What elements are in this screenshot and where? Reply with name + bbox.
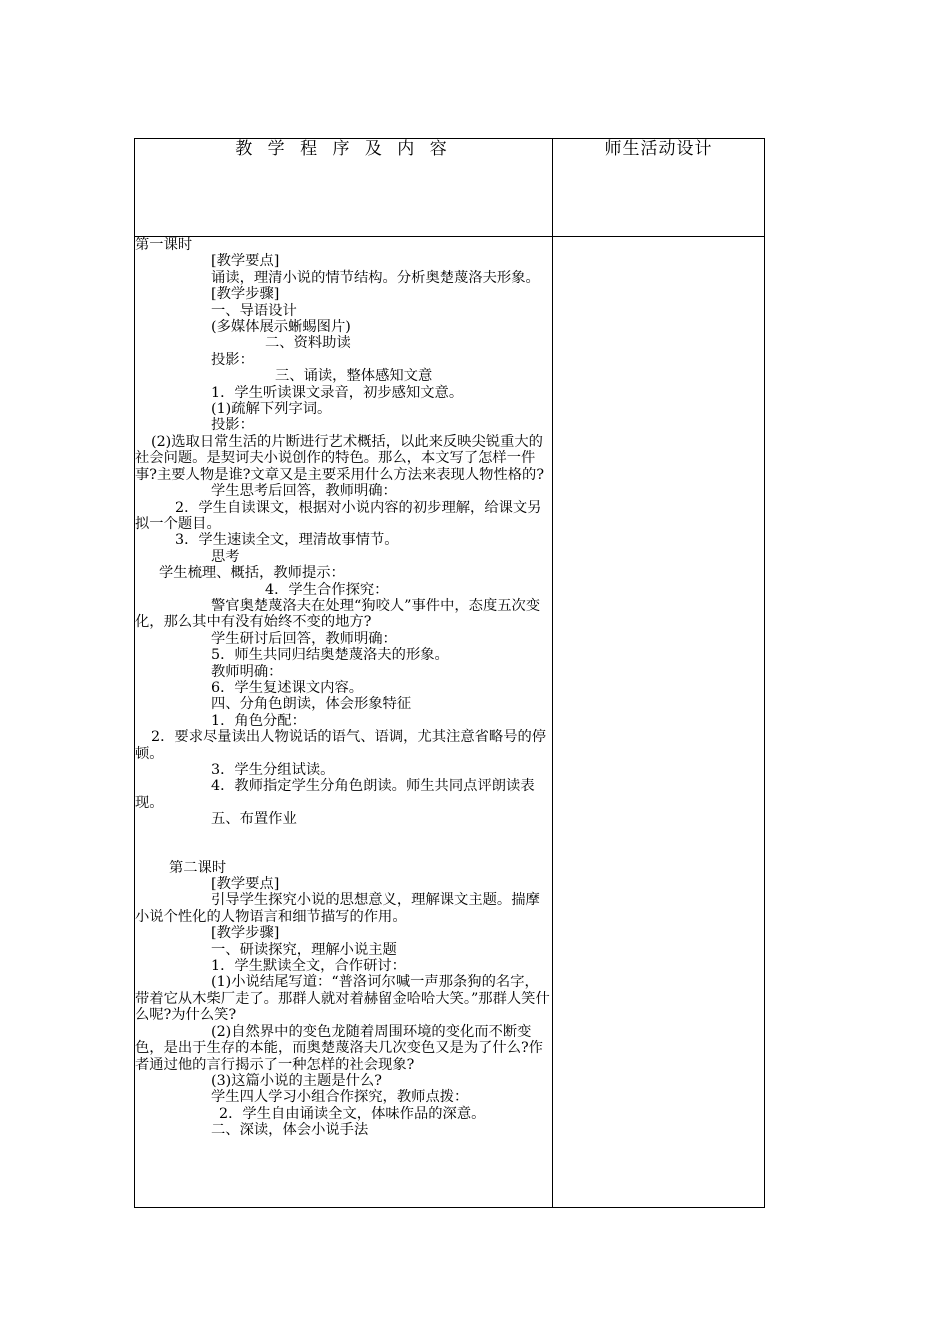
paragraph: 学生梳理、概括，教师提示： <box>159 565 345 582</box>
paragraph: 2．学生自由诵读全文，体味作品的深意。 <box>219 1105 486 1122</box>
section-heading: [教学步骤] <box>211 925 280 942</box>
spacer <box>135 828 552 860</box>
section-heading: [教学要点] <box>211 876 280 893</box>
step-heading: 一、研读探究，理解小说主题 <box>211 941 397 958</box>
paragraph: 投影： <box>211 351 254 368</box>
paragraph: (2)自然界中的变色龙随着周围环境的变化而不断变色，是出于生存的本能，而奥楚蔑洛夫几次变色又是为了什么?作者通过他的言行揭示了一种怎样的社会现象? <box>135 1023 543 1073</box>
paragraph: 1．角色分配： <box>211 712 306 729</box>
paragraph: 2．学生自读课文，根据对小说内容的初步理解，给课文另拟一个题目。 <box>135 499 542 532</box>
paragraph: 警官奥楚蔑洛夫在处理“狗咬人”事件中，态度五次变化，那么其中有没有始终不变的地方? <box>135 597 541 631</box>
header-activity-design: 师生活动设计 <box>553 139 765 237</box>
section-heading: [教学步骤] <box>211 286 280 303</box>
paragraph: 4．学生合作探究： <box>265 581 389 598</box>
paragraph: (多媒体展示蜥蜴图片) <box>211 319 351 336</box>
step-heading: 五、布置作业 <box>211 811 297 828</box>
step-heading: 四、分角色朗读，体会形象特征 <box>211 696 412 713</box>
paragraph: 5．师生共同归结奥楚蔑洛夫的形象。 <box>211 647 449 664</box>
table-header-row <box>135 139 765 237</box>
step-heading: 一、导语设计 <box>211 302 297 319</box>
step-heading: 三、诵读，整体感知文意 <box>275 368 433 385</box>
paragraph: 学生研讨后回答，教师明确： <box>211 630 397 647</box>
paragraph: 学生思考后回答，教师明确： <box>211 483 397 500</box>
lesson-title: 第二课时 <box>169 859 227 876</box>
paragraph: 学生四人学习小组合作探究，教师点拨： <box>211 1089 469 1106</box>
paragraph: 3．学生速读全文，理清故事情节。 <box>175 532 399 549</box>
paragraph: 教师明确： <box>211 663 283 680</box>
paragraph: 1．学生听读课文录音，初步感知文意。 <box>211 384 464 401</box>
paragraph: 6．学生复述课文内容。 <box>211 679 364 696</box>
paragraph: 3．学生分组试读。 <box>211 762 335 778</box>
lesson-title: 第一课时 <box>135 237 193 253</box>
lesson-plan-table <box>134 138 765 1208</box>
paragraph: (2)选取日常生活的片断进行艺术概括，以此来反映尖锐重大的社会问题。是契诃夫小说创作的特色。那么，本文写了怎样一件事?主要人物是谁?文章又是主要采用什么方法来表现人物性格的? <box>135 433 545 483</box>
paragraph: 1．学生默读全文，合作研讨： <box>211 958 406 975</box>
paragraph: 引导学生探究小说的思想意义，理解课文主题。揣摩小说个性化的人物语言和细节描写的作用。 <box>135 892 540 925</box>
paragraph: 投影： <box>211 417 254 434</box>
activity-design-cell <box>553 237 765 1208</box>
section-heading: [教学要点] <box>211 253 280 270</box>
paragraph: 思考 <box>211 548 240 565</box>
paragraph: (1)疏解下列字词。 <box>211 401 332 418</box>
paragraph: 2．要求尽量读出人物说话的语气、语调，尤其注意省略号的停顿。 <box>135 729 547 762</box>
table-body-row <box>135 237 765 1208</box>
header-teaching-procedure: 教 学 程 序 及 内 容 <box>135 139 553 237</box>
paragraph: 4．教师指定学生分角色朗读。师生共同点评朗读表现。 <box>135 778 535 811</box>
paragraph: 诵读，理清小说的情节结构。分析奥楚蔑洛夫形象。 <box>211 269 540 286</box>
step-heading: 二、资料助读 <box>265 335 351 352</box>
paragraph: (1)小说结尾写道：“普洛诃尔喊一声那条狗的名字，带着它从木柴厂走了。那群人就对着赫留金哈哈大笑。”那群人笑什么呢?为什么笑? <box>135 974 550 1024</box>
paragraph: (3)这篇小说的主题是什么? <box>211 1072 382 1089</box>
teaching-content-cell <box>135 237 553 1208</box>
step-heading: 二、深读，体会小说手法 <box>211 1122 369 1139</box>
